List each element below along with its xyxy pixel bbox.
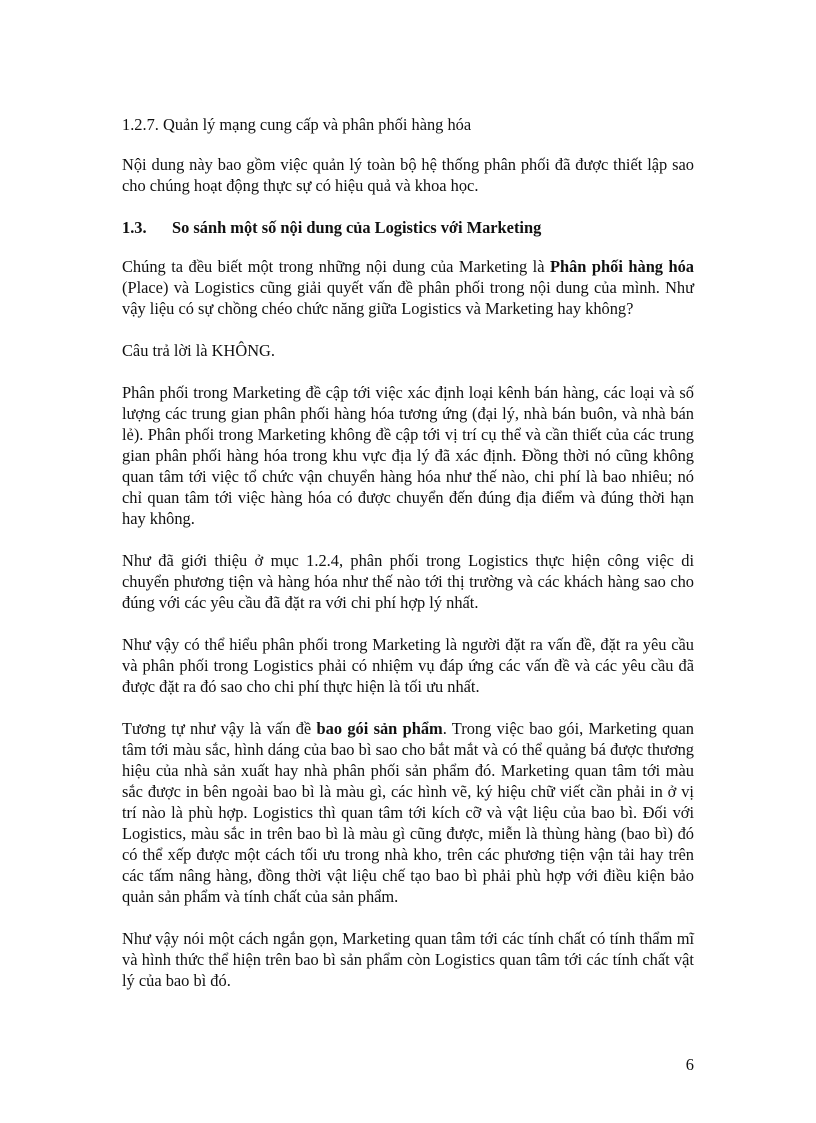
p1-bold-term: Phân phối hàng hóa	[549, 257, 694, 276]
section-number: 1.3.	[122, 218, 147, 237]
paragraph-summary: Như vậy nói một cách ngắn gọn, Marketing quan tâm tới các tính chất có tính thẩm mĩ và hình thức thể hiện trên bao bì sản phẩm còn Logistics quan tâm tới các tính chất vật lý của bao bì đó.	[122, 929, 694, 990]
paragraph-answer: Câu trả lời là KHÔNG.	[122, 341, 275, 360]
p1-text-start: Chúng ta đều biết một trong những nội dung của Marketing là	[122, 257, 550, 276]
paragraph-logistics-distribution: Như đã giới thiệu ở mục 1.2.4, phân phối trong Logistics thực hiện công việc di chuyển phương tiện và hàng hóa như thế nào tới thị trường và các khách hàng sao cho đúng với các yêu cầu đã đặt ra với chi phí hợp lý nhất.	[122, 551, 694, 612]
p6-bold-term: bao gói sản phẩm	[316, 719, 443, 738]
section-title: So sánh một số nội dung của Logistics với Marketing	[172, 218, 542, 237]
paragraph-marketing-distribution: Phân phối trong Marketing đề cập tới việc xác định loại kênh bán hàng, các loại và số lượng các trung gian phân phối hàng hóa tương ứng (đại lý, nhà bán buôn, và nhà bán lẻ). Phân phối trong Marketing không đề cập tới vị trí cụ thể và cần thiết của các trung gian phân phối hàng hóa trong khu vực địa lý đã xác định. Đồng thời nó cũng không quan tâm tới việc tổ chức vận chuyển hàng hóa như thế nào, chi phí là bao nhiêu; nó chỉ quan tâm tới việc hàng hóa có được chuyển đến đúng địa điểm và đúng thời hạn hay không.	[122, 383, 694, 528]
page-number: 6	[685, 1055, 694, 1074]
paragraph-marketing-place	[122, 256, 694, 319]
p1-text-end: (Place) và Logistics cũng giải quyết vấn đề phân phối trong nội dung của mình. Như vậy liệu có sự chồng chéo chức năng giữa Logistics và Marketing hay không?	[122, 278, 694, 318]
section-heading	[122, 217, 694, 238]
subsection-title: 1.2.7. Quản lý mạng cung cấp và phân phối hàng hóa	[122, 115, 472, 134]
document-page	[122, 114, 694, 1012]
p6-text-start: Tương tự như vậy là vấn đề	[122, 719, 317, 738]
p6-text-end: . Trong việc bao gói, Marketing quan tâm tới màu sắc, hình dáng của bao bì sao cho bắt mắt và có thể quảng bá được thương hiệu của nhà sản xuất hay nhà phân phối sản phẩm đó. Marketing quan tâm tới màu sắc được in bên ngoài bao bì là màu gì, các hình vẽ, ký hiệu chữ viết cần phải in ở vị trí nào là phù hợp. Logistics thì quan tâm tới kích cỡ và vật liệu của bao bì. Đối với Logistics, màu sắc in trên bao bì là màu gì cũng được, miễn là thùng hàng (bao bì) đó có thể xếp được một cách tối ưu trong nhà kho, trên các phương tiện vận tải hay trên các tấm nâng hàng, đồng thời vật liệu chế tạo bao bì phải phù hợp với điều kiện bảo quản sản phẩm và tính chất của sản phẩm.	[122, 719, 695, 906]
intro-paragraph: Nội dung này bao gồm việc quản lý toàn bộ hệ thống phân phối đã được thiết lập sao cho chúng hoạt động thực sự có hiệu quả và khoa học.	[122, 155, 694, 195]
paragraph-packaging	[122, 718, 694, 907]
paragraph-comparison: Như vậy có thể hiểu phân phối trong Marketing là người đặt ra vấn đề, đặt ra yêu cầu và phân phối trong Logistics phải có nhiệm vụ đáp ứng các vấn đề và các yêu cầu đã được đặt ra đó sao cho chi phí thực hiện là tối ưu nhất.	[122, 635, 694, 696]
